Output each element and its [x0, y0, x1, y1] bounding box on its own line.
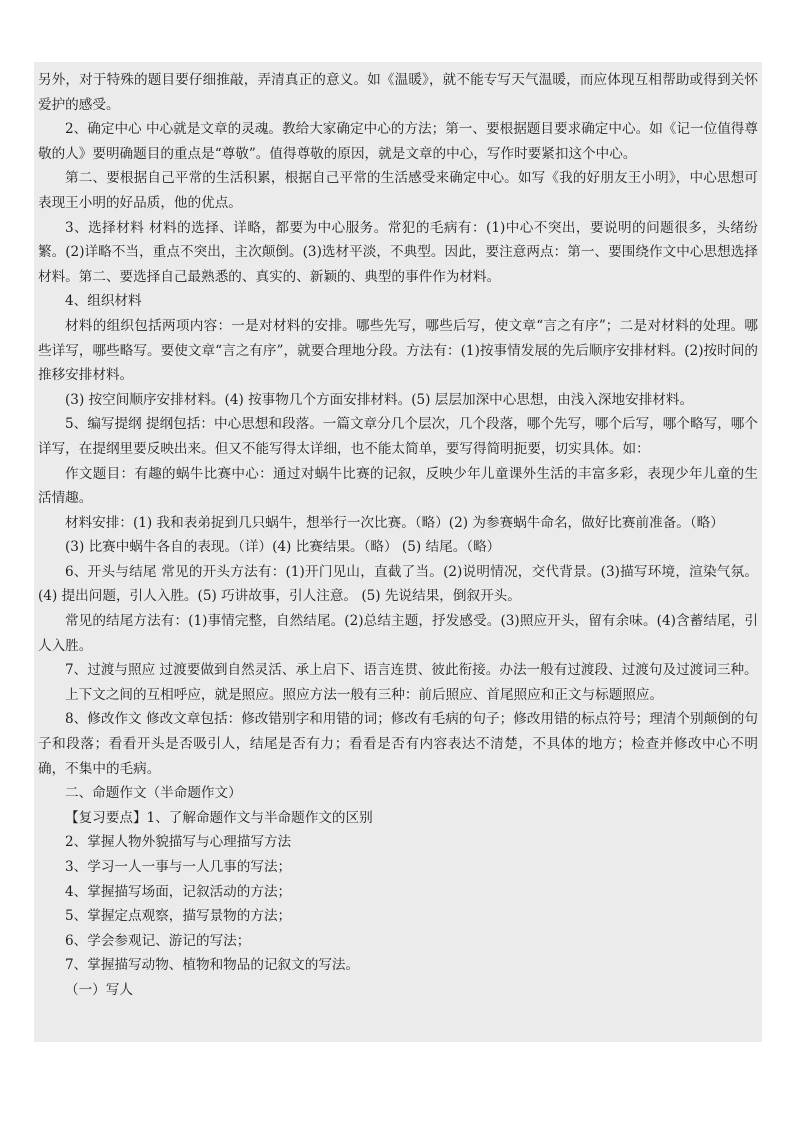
document-page — [34, 62, 762, 1042]
review-point-5: 5、掌握定点观察，描写景物的方法； — [65, 908, 292, 925]
review-point-6: 6、学会参观记、游记的写法； — [65, 932, 251, 949]
paragraph-transition: 7、过渡与照应 过渡要做到自然灵活、承上启下、语言连贯、彼此衔接。办法一般有过渡段、过渡句及过渡词三种。 — [65, 662, 758, 679]
paragraph-material-arrangement-cont: (3) 比赛中蜗牛各自的表现。（详）(4) 比赛结果。（略） (5) 结尾。（略） — [65, 539, 501, 556]
paragraph-outline: 5、编写提纲 提纲包括：中心思想和段落。一篇文章分几个层次，几个段落，哪个先写，哪个后写，哪个略写，哪个详写，在提纲里要反映出来。但又不能写得太详细，也不能太简单，要写得简明扼要，切实具体。如： — [38, 416, 758, 457]
paragraph-ending-methods: 常见的结尾方法有：(1)事情完整，自然结尾。(2)总结主题，抒发感受。(3)照应开头，留有余味。(4)含蓄结尾，引人入胜。 — [38, 613, 758, 654]
paragraph-organize-material: 材料的组织包括两项内容：一是对材料的安排。哪些先写，哪些后写，使文章“言之有序”；二是对材料的处理。哪些详写，哪些略写。要使文章“言之有序”，就要合理地分段。方法有：(1)按事情发展的先后顺序安排材料。(2)按时间的推移安排材料。 — [38, 317, 758, 384]
paragraph-echo: 上下文之间的互相呼应，就是照应。照应方法一般有三种：前后照应、首尾照应和正文与标题照应。 — [65, 686, 664, 703]
review-point-4: 4、掌握描写场面，记叙活动的方法； — [65, 883, 292, 900]
paragraph-choose-material: 3、选择材料 材料的选择、详略，都要为中心服务。常犯的毛病有：(1)中心不突出，要说明的问题很多，头绪纷繁。(2)详略不当，重点不突出，主次颠倒。(3)选材平淡，不典型。因此，要注意两点：第一、要围绕作文中心思想选择材料。第二、要选择自己最熟悉的、真实的、新颖的、典型的事件作为材料。 — [38, 219, 758, 285]
review-point-1: 【复习要点】1、了解命题作文与半命题作文的区别 — [65, 809, 373, 826]
paragraph-opening-ending: 6、开头与结尾 常见的开头方法有：(1)开门见山，直截了当。(2)说明情况，交代背景。(3)描写环境，渲染气氛。(4) 提出问题，引人入胜。(5) 巧讲故事，引人注意。 (5) 先说结果，倒叙开头。 — [38, 563, 758, 605]
paragraph-arrange-methods: (3) 按空间顺序安排材料。(4) 按事物几个方面安排材料。(5) 层层加深中心思想，由浅入深地安排材料。 — [65, 391, 694, 408]
document-body — [34, 62, 762, 1003]
review-point-3: 3、学习一人一事与一人几事的写法； — [65, 859, 292, 875]
paragraph-second-point: 第二、要根据自己平常的生活积累，根据自己平常的生活感受来确定中心。如写《我的好朋友王小明》，中心思想可表现王小明的好品质，他的优点。 — [38, 170, 758, 211]
paragraph-material-arrangement: 材料安排：(1) 我和表弟捉到几只蜗牛，想举行一次比赛。（略）(2) 为参赛蜗牛命名，做好比赛前准备。（略） — [65, 514, 724, 531]
section-heading-topic-essay: 二、命题作文（半命题作文） — [65, 785, 242, 802]
subsection-heading-write-person: （一）写人 — [65, 981, 133, 998]
paragraph-determine-center: 2、确定中心 中心就是文章的灵魂。教给大家确定中心的方法；第一、要根据题目要求确定中心。如《记一位值得尊敬的人》要明确题目的重点是“尊敬”。值得尊敬的原因，就是文章的中心，写作时要紧扣这个中心。 — [38, 121, 758, 162]
review-point-2: 2、掌握人物外貌描写与心理描写方法 — [65, 834, 292, 851]
paragraph-revise: 8、修改作文 修改文章包括：修改错别字和用错的词；修改有毛病的句子；修改用错的标点符号；理清个别颠倒的句子和段落；看看开头是否吸引人，结尾是否有力；看看是否有内容表达不清楚，不具体的地方；检查并修改中心不明确，不集中的毛病。 — [38, 711, 758, 777]
heading-organize-material: 4、组织材料 — [65, 293, 142, 310]
review-point-7: 7、掌握描写动物、植物和物品的记叙文的写法。 — [65, 957, 360, 974]
paragraph-essay-title: 作文题目：有趣的蜗牛比赛中心：通过对蜗牛比赛的记叙，反映少年儿童课外生活的丰富多彩，表现少年儿童的生活情趣。 — [38, 465, 758, 507]
paragraph-1: 另外，对于特殊的题目要仔细推敲，弄清真正的意义。如《温暖》，就不能专写天气温暖，而应体现互相帮助或得到关怀爱护的感受。 — [38, 72, 758, 113]
